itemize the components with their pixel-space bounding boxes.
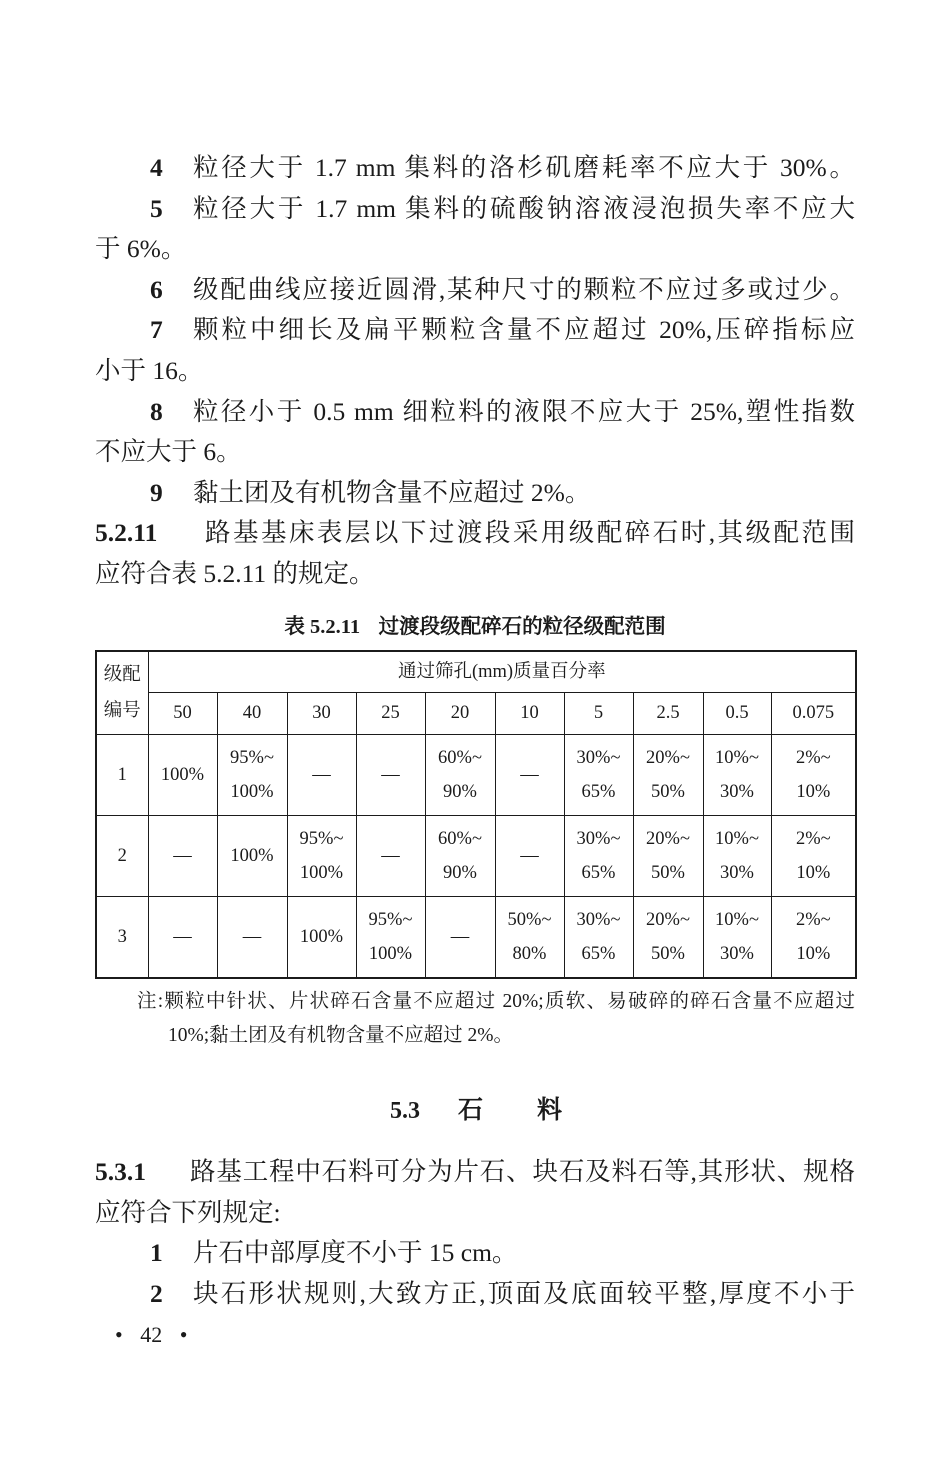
table-note-line-2: 10%;黏土团及有机物含量不应超过 2%。 (168, 1025, 514, 1046)
list-item-8 (95, 392, 855, 473)
passing-percent-cell (564, 734, 633, 815)
gradation-table (95, 650, 857, 979)
passing-percent-cell (564, 897, 633, 978)
clause-text: 路基工程中石料可分为片石、块石及料石等,其形状、规格 (190, 1157, 855, 1186)
range-part: 30% (720, 862, 754, 883)
range-part: 10% (796, 943, 831, 964)
item-line (95, 392, 855, 433)
passing-percent-cell (633, 897, 703, 978)
section-title: 石料 (458, 1097, 617, 1124)
passing-percent-cell (771, 734, 856, 815)
table-caption (95, 610, 855, 644)
clause-5-3-1 (95, 1152, 855, 1233)
table-note-line-1: 注:颗粒中针状、片状碎石含量不应超过 20%;质软、易破碎的碎石含量不应超过 (137, 991, 855, 1012)
passing-percent-cell (703, 897, 771, 978)
passing-percent-cell: 100% (148, 734, 217, 815)
range-part: 50% (651, 862, 685, 883)
sieve-size-row (96, 692, 856, 734)
grade-number-cell: 2 (96, 815, 148, 896)
range-part: 2%~ (795, 909, 831, 930)
item-number: 4 (150, 153, 163, 182)
item-text: 块石形状规则,大致方正,顶面及底面较平整,厚度不小于 (193, 1278, 855, 1308)
passing-percent-cell (217, 734, 287, 815)
passing-percent-cell (495, 897, 564, 978)
item-line (95, 1233, 855, 1274)
item-text: 粒径小于 0.5 mm 细粒料的液限不应大于 25%,塑性指数 (193, 396, 855, 426)
clause-line (95, 1152, 855, 1193)
range-part: 20%~ (646, 747, 690, 768)
range-part: 20%~ (646, 828, 690, 849)
range-part: 95%~ (368, 909, 413, 930)
sieve-size-header: 5 (564, 692, 633, 734)
range-part: 50%~ (507, 909, 552, 930)
section-number: 5.3 (390, 1098, 420, 1124)
passing-percent-cell: — (287, 734, 356, 815)
clause-5-2-11 (95, 513, 855, 594)
range-part: 10%~ (715, 828, 759, 849)
passing-percent-cell: — (148, 897, 217, 978)
range-part: 10%~ (715, 747, 759, 768)
list-item-1 (95, 1233, 855, 1274)
range-part: 100% (230, 781, 274, 802)
clause-text-continued: 应符合表 5.2.11 的规定。 (95, 558, 375, 588)
grade-number-cell: 1 (96, 734, 148, 815)
passing-percent-cell (771, 815, 856, 896)
table-caption-number: 表 5.2.11 (284, 616, 361, 638)
passing-percent-cell: — (356, 734, 425, 815)
clause-text: 路基基床表层以下过渡段采用级配碎石时,其级配范围 (205, 518, 855, 548)
passing-percent-cell: 100% (287, 897, 356, 978)
range-part: 20%~ (646, 909, 690, 930)
range-part: 100% (368, 943, 413, 964)
item-text: 颗粒中细长及扁平颗粒含量不应超过 20%,压碎指标应 (193, 315, 855, 345)
sieve-size-header: 20 (425, 692, 495, 734)
sieve-size-header: 0.5 (703, 692, 771, 734)
passing-percent-cell (564, 815, 633, 896)
passing-percent-cell (771, 897, 856, 978)
clause-number: 5.2.11 (95, 518, 158, 548)
item-text-continued: 于 6%。 (95, 234, 187, 264)
item-number: 5 (150, 193, 163, 223)
grade-column-header (96, 651, 148, 734)
range-part: 30% (720, 943, 754, 964)
passing-percent-cell (703, 815, 771, 896)
passing-percent-cell (633, 734, 703, 815)
list-item-6 (95, 270, 855, 311)
sieve-size-header: 25 (356, 692, 425, 734)
range-part: 30%~ (576, 828, 621, 849)
item-number: 1 (150, 1238, 163, 1268)
item-text: 级配曲线应接近圆滑,某种尺寸的颗粒不应过多或过少。 (193, 274, 855, 304)
passing-percent-cell: — (217, 897, 287, 978)
passing-percent-cell (356, 897, 425, 978)
range-part: 50% (651, 943, 685, 964)
item-line (95, 270, 855, 311)
stone-clauses (95, 1152, 855, 1314)
range-part: 100% (299, 862, 344, 883)
item-number: 8 (150, 396, 163, 426)
range-part: 90% (443, 781, 477, 802)
passing-percent-header: 通过筛孔(mm)质量百分率 (148, 651, 856, 692)
list-item-5 (95, 189, 855, 270)
range-part: 30%~ (576, 909, 621, 930)
item-text: 粒径大于 1.7 mm 集料的洛杉矶磨耗率不应大于 30%。 (193, 153, 855, 182)
table-row (96, 815, 856, 896)
list-item-9 (95, 473, 855, 514)
table-row (96, 897, 856, 978)
list-item-2 (95, 1274, 855, 1315)
sieve-size-header: 2.5 (633, 692, 703, 734)
sieve-size-header: 30 (287, 692, 356, 734)
item-text: 粒径大于 1.7 mm 集料的硫酸钠溶液浸泡损失率不应大 (193, 193, 855, 223)
passing-percent-cell: 100% (217, 815, 287, 896)
table-note (137, 985, 855, 1053)
passing-percent-cell: — (148, 815, 217, 896)
sieve-size-header: 0.075 (771, 692, 856, 734)
range-part: 95%~ (230, 747, 274, 768)
range-part: 65% (581, 943, 616, 964)
range-part: 2%~ (795, 828, 831, 849)
range-part: 65% (581, 781, 616, 802)
clause-text-continued: 应符合下列规定: (95, 1197, 281, 1227)
page-number: • 42 • (115, 1322, 188, 1347)
grade-header-line-1: 级配 (103, 664, 141, 685)
passing-percent-cell (703, 734, 771, 815)
item-number: 6 (150, 274, 163, 304)
item-number: 9 (150, 477, 163, 507)
requirements-list (95, 148, 855, 595)
section-heading (390, 1091, 616, 1131)
passing-percent-cell: — (495, 815, 564, 896)
list-item-4 (95, 148, 855, 189)
sieve-size-header: 50 (148, 692, 217, 734)
passing-percent-cell (633, 815, 703, 896)
range-part: 60%~ (438, 747, 482, 768)
item-line (95, 1274, 855, 1315)
table-caption-title: 过渡段级配碎石的粒径级配范围 (378, 616, 666, 638)
grade-number-cell: 3 (96, 897, 148, 978)
item-number: 7 (150, 315, 163, 345)
list-item-7 (95, 310, 855, 391)
range-part: 30% (720, 781, 754, 802)
range-part: 2%~ (795, 747, 831, 768)
item-text-continued: 不应大于 6。 (95, 437, 242, 467)
range-part: 10% (796, 781, 831, 802)
item-text: 黏土团及有机物含量不应超过 2%。 (193, 477, 591, 507)
table-body (96, 734, 856, 978)
clause-line (95, 513, 855, 554)
passing-percent-cell (425, 815, 495, 896)
range-part: 10%~ (715, 909, 759, 930)
item-line (95, 473, 855, 514)
item-text: 片石中部厚度不小于 15 cm。 (193, 1238, 518, 1268)
range-part: 65% (581, 862, 616, 883)
item-text-continued: 小于 16。 (95, 355, 204, 385)
sieve-size-header: 40 (217, 692, 287, 734)
grade-header-line-2: 编号 (103, 700, 141, 721)
table-row (96, 734, 856, 815)
item-line (95, 310, 855, 351)
range-part: 80% (512, 943, 547, 964)
item-number: 2 (150, 1278, 163, 1308)
range-part: 60%~ (438, 828, 482, 849)
item-line (95, 189, 855, 230)
clause-number: 5.3.1 (95, 1157, 146, 1186)
sieve-size-header: 10 (495, 692, 564, 734)
passing-percent-cell (425, 734, 495, 815)
item-line (95, 148, 855, 189)
table-header-row (96, 651, 856, 692)
range-part: 30%~ (576, 747, 621, 768)
passing-percent-cell (287, 815, 356, 896)
passing-percent-cell: — (356, 815, 425, 896)
range-part: 90% (443, 862, 477, 883)
range-part: 50% (651, 781, 685, 802)
range-part: 95%~ (299, 828, 344, 849)
passing-percent-cell: — (425, 897, 495, 978)
range-part: 10% (796, 862, 831, 883)
passing-percent-cell: — (495, 734, 564, 815)
